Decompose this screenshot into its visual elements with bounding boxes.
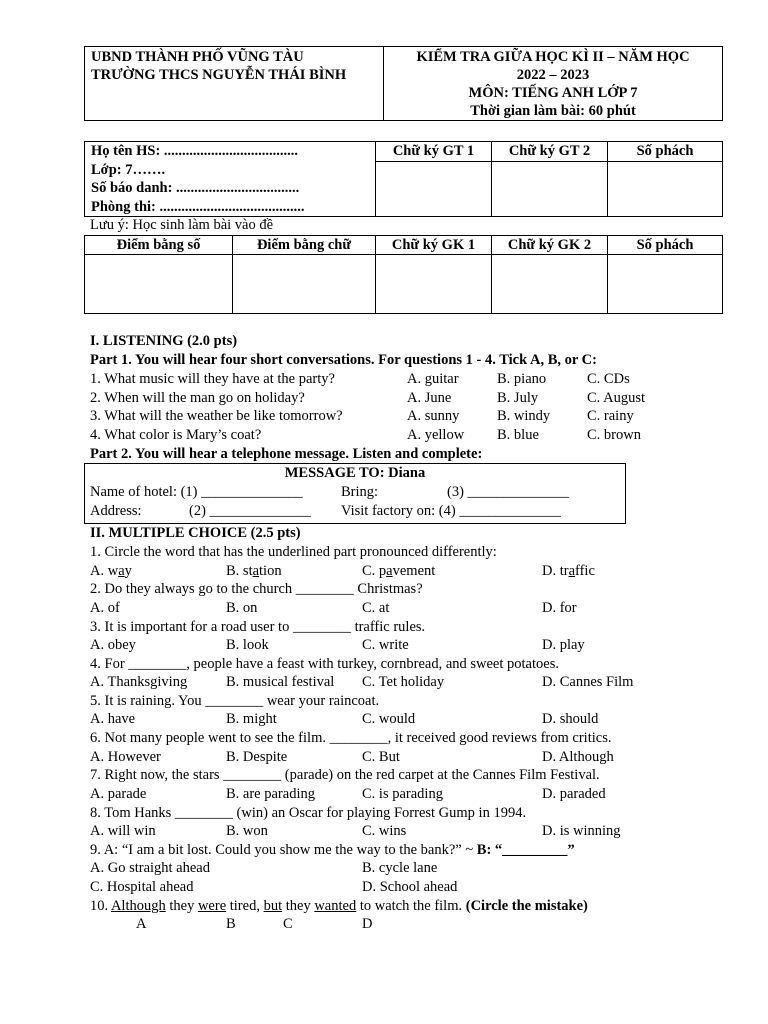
mc-question-9: 9. A: “I am a bit lost. Could you show me the way to the bank?” ~ B: “_________” xyxy=(90,841,575,858)
proctor-signature-1-header: Chữ ký GT 1 xyxy=(376,142,492,162)
mc-question-3: 3. It is important for a road user to ________ traffic rules. xyxy=(90,618,426,635)
mc-q2-option-c[interactable]: C. at xyxy=(362,600,390,616)
mc-question-5: 5. It is raining. You ________ wear your raincoat. xyxy=(90,692,380,709)
district-name: UBND THÀNH PHỐ VŨNG TÀU xyxy=(91,49,304,65)
mc-q9-option-d[interactable]: D. School ahead xyxy=(362,879,458,895)
mc-q1-option-b[interactable]: B. station xyxy=(226,562,282,579)
proctor-signature-1-box[interactable] xyxy=(376,162,492,217)
grader-signature-2-header: Chữ ký GK 2 xyxy=(492,236,608,255)
q9-answer-blank[interactable]: B: “_________” xyxy=(476,841,575,858)
exam-title: KIỂM TRA GIỮA HỌC KÌ II – NĂM HỌC xyxy=(416,49,690,65)
grader-signature-1-header: Chữ ký GK 1 xyxy=(376,236,492,255)
mc-question-7: 7. Right now, the stars ________ (parade) on the red carpet at the Cannes Film Festival. xyxy=(90,767,600,783)
q10-instruction: (Circle the mistake) xyxy=(465,897,588,914)
mc-question-6: 6. Not many people went to see the film. ________, it received good reviews from critics. xyxy=(90,730,612,746)
mc-q9-option-a[interactable]: A. Go straight ahead xyxy=(90,860,210,876)
listening-q1-option-a[interactable]: A. guitar xyxy=(407,371,459,387)
score-table xyxy=(84,235,723,314)
q10-word-d[interactable]: wanted xyxy=(314,897,357,914)
mc-q5-option-d[interactable]: D. should xyxy=(542,711,599,727)
q10-label-b: B xyxy=(226,916,236,932)
mc-q8-option-a[interactable]: A. will win xyxy=(90,823,156,839)
listening-q1-option-c[interactable]: C. CDs xyxy=(587,371,630,387)
mc-q3-option-c[interactable]: C. write xyxy=(362,637,409,653)
visit-factory-blank[interactable]: Visit factory on: (4) ______________ xyxy=(341,502,561,519)
mc-title: II. MULTIPLE CHOICE (2.5 pts) xyxy=(90,525,301,541)
mc-q6-option-c[interactable]: C. But xyxy=(362,748,400,765)
code-number-header: Số phách xyxy=(608,142,723,162)
score-words-box[interactable] xyxy=(233,255,376,314)
listening-question-2: 2. When will the man go on holiday? xyxy=(90,389,305,406)
listening-q3-option-a[interactable]: A. sunny xyxy=(407,408,460,424)
mc-q9-option-b[interactable]: B. cycle lane xyxy=(362,860,438,876)
message-box xyxy=(84,463,626,524)
score-code-box[interactable] xyxy=(608,255,723,314)
code-number-box[interactable] xyxy=(608,162,723,217)
school-year: 2022 – 2023 xyxy=(516,67,590,83)
bring-blank[interactable]: (3) ______________ xyxy=(447,484,570,500)
mc-q6-option-b[interactable]: B. Despite xyxy=(226,748,288,765)
mc-q2-option-a[interactable]: A. of xyxy=(90,600,120,616)
mc-q3-option-a[interactable]: A. obey xyxy=(90,637,136,653)
score-number-header: Điểm bằng số xyxy=(85,236,233,255)
underlined-letter: a xyxy=(118,562,125,579)
listening-q2-option-b[interactable]: B. July xyxy=(497,389,539,406)
listening-question-1: 1. What music will they have at the party? xyxy=(90,371,335,387)
duration: Thời gian làm bài: 60 phút xyxy=(470,103,636,119)
listening-q4-option-b[interactable]: B. blue xyxy=(497,427,539,443)
mc-q3-option-b[interactable]: B. look xyxy=(226,637,269,653)
mc-q1-option-d[interactable]: D. traffic xyxy=(542,562,595,579)
mc-q1-option-a[interactable]: A. way xyxy=(90,562,132,579)
mc-q3-option-d[interactable]: D. play xyxy=(542,637,585,653)
score-words-header: Điểm bằng chữ xyxy=(233,236,376,255)
q10-word-a[interactable]: Although xyxy=(110,897,166,914)
mc-q4-option-a[interactable]: A. Thanksgiving xyxy=(90,674,188,690)
listening-q3-option-c[interactable]: C. rainy xyxy=(587,408,634,424)
grader-signature-1-box[interactable] xyxy=(376,255,492,314)
hotel-name-blank[interactable]: Name of hotel: (1) ______________ xyxy=(90,484,303,500)
mc-q5-option-c[interactable]: C. would xyxy=(362,711,416,727)
listening-question-4: 4. What color is Mary’s coat? xyxy=(90,427,262,443)
q10-label-d: D xyxy=(362,916,373,932)
q10-word-c[interactable]: but xyxy=(263,897,283,914)
mc-question-1: 1. Circle the word that has the underlined part pronounced differently: xyxy=(90,544,497,560)
underlined-letter: a xyxy=(386,562,393,579)
listening-title: I. LISTENING (2.0 pts) xyxy=(90,333,238,349)
mc-q1-option-c[interactable]: C. pavement xyxy=(362,562,436,579)
mc-question-4: 4. For ________, people have a feast with turkey, cornbread, and sweet potatoes. xyxy=(90,655,559,672)
listening-q2-option-a[interactable]: A. June xyxy=(407,389,452,406)
mc-q5-option-b[interactable]: B. might xyxy=(226,711,277,727)
mc-question-8: 8. Tom Hanks ________ (win) an Oscar for playing Forrest Gump in 1994. xyxy=(90,804,527,821)
q10-label-c: C xyxy=(283,916,293,932)
mc-q7-option-d[interactable]: D. paraded xyxy=(542,786,606,802)
class-field[interactable]: Lớp: 7……. xyxy=(91,161,166,178)
mc-q8-option-b[interactable]: B. won xyxy=(226,823,268,839)
listening-part2-instruction: Part 2. You will hear a telephone message. Listen and complete: xyxy=(90,446,483,462)
school-name: TRƯỜNG THCS NGUYỄN THÁI BÌNH xyxy=(91,67,347,83)
candidate-number-field[interactable]: Số báo danh: .................................. xyxy=(91,180,300,196)
mc-q8-option-d[interactable]: D. is winning xyxy=(542,823,621,839)
listening-q3-option-b[interactable]: B. windy xyxy=(497,408,551,424)
q10-label-a: A xyxy=(136,916,147,932)
score-code-header: Số phách xyxy=(608,236,723,255)
mc-q8-option-c[interactable]: C. wins xyxy=(362,823,407,839)
student-name-field[interactable]: Họ tên HS: ..................................... xyxy=(91,143,299,159)
exam-room-field[interactable]: Phòng thi: ........................................ xyxy=(91,198,305,215)
student-info-cell xyxy=(85,142,376,217)
listening-q4-option-c[interactable]: C. brown xyxy=(587,427,641,443)
proctor-signature-2-box[interactable] xyxy=(492,162,608,217)
mc-q9-option-c[interactable]: C. Hospital ahead xyxy=(90,879,194,895)
listening-q2-option-c[interactable]: C. August xyxy=(587,389,646,406)
address-blank[interactable]: (2) ______________ xyxy=(189,502,312,519)
listening-q4-option-a[interactable]: A. yellow xyxy=(407,427,465,443)
grader-signature-2-box[interactable] xyxy=(492,255,608,314)
mc-q7-option-a[interactable]: A. parade xyxy=(90,786,147,802)
mc-q6-option-d[interactable]: D. Although xyxy=(542,748,614,765)
header-table xyxy=(84,46,723,121)
message-title: MESSAGE TO: Diana xyxy=(284,465,426,481)
bring-label: Bring: xyxy=(341,484,379,500)
underlined-letter: a xyxy=(568,562,576,579)
mc-question-2: 2. Do they always go to the church ________ Christmas? xyxy=(90,581,423,597)
subject: MÔN: TIẾNG ANH LỚP 7 xyxy=(468,85,638,101)
mc-q2-option-b[interactable]: B. on xyxy=(226,600,258,616)
score-number-box[interactable] xyxy=(85,255,233,314)
q10-word-b[interactable]: were xyxy=(197,897,227,914)
mc-q2-option-d[interactable]: D. for xyxy=(542,600,577,616)
mc-question-10: 10. Although they were tired, but they wanted to watch the film. (Circle the mistake) xyxy=(90,897,588,914)
mc-q4-option-b[interactable]: B. musical festival xyxy=(226,674,335,690)
listening-question-3: 3. What will the weather be like tomorrow? xyxy=(90,408,343,424)
student-info-table xyxy=(84,141,723,217)
mc-q6-option-a[interactable]: A. However xyxy=(90,748,161,765)
mc-q4-option-d[interactable]: D. Cannes Film xyxy=(542,674,634,690)
listening-q1-option-b[interactable]: B. piano xyxy=(497,371,547,387)
listening-part1-instruction: Part 1. You will hear four short conversations. For questions 1 - 4. Tick A, B, or C: xyxy=(90,352,597,368)
exam-cell xyxy=(384,47,723,121)
mc-q7-option-c[interactable]: C. is parading xyxy=(362,786,443,802)
note-text: Lưu ý: Học sinh làm bài vào đề xyxy=(90,217,274,233)
school-cell xyxy=(85,47,384,121)
mc-q7-option-b[interactable]: B. are parading xyxy=(226,786,315,802)
underlined-letter: a xyxy=(252,562,260,579)
proctor-signature-2-header: Chữ ký GT 2 xyxy=(492,142,608,162)
mc-q4-option-c[interactable]: C. Tet holiday xyxy=(362,674,445,690)
mc-q5-option-a[interactable]: A. have xyxy=(90,711,136,727)
address-label: Address: xyxy=(90,502,142,519)
